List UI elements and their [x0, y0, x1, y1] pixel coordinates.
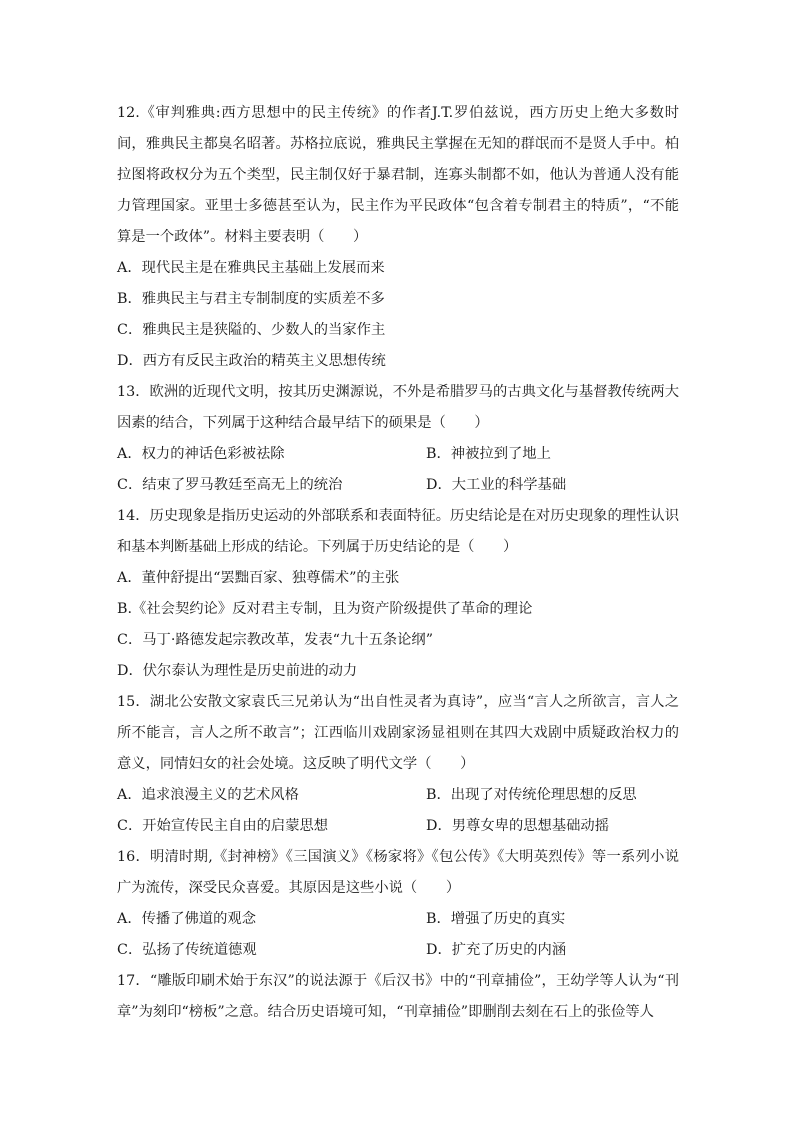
option-row	[117, 904, 679, 935]
question-12	[117, 98, 679, 377]
option-row	[117, 780, 679, 811]
option-b: B.《社会契约论》反对君主专制，且为资产阶级提供了革命的理论	[117, 601, 533, 617]
option-a: A．追求浪漫主义的艺术风格	[117, 787, 299, 803]
question-stem: 14．历史现象是指历史运动的外部联系和表面特征。历史结论是在对历史现象的理性认识和基本判断基础上形成的结论。下列属于历史结论的是（ ）	[117, 508, 679, 555]
option-c: C．马丁·路德发起宗教改革，发表“九十五条论纲”	[117, 632, 434, 648]
option-d: D．大工业的科学基础	[426, 477, 567, 493]
question-stem: 12.《审判雅典:西方思想中的民主传统》的作者J.T.罗伯兹说，西方历史上绝大多数时间，雅典民主都臭名昭著。苏格拉底说，雅典民主掌握在无知的群氓而不是贤人手中。柏拉图将政权分为五个类型，民主制仅好于暴君制，连寡头制都不如，他认为普通人没有能力管理国家。亚里士多德甚至认为，民主作为平民政体“包含着专制君主的特质”，“不能算是一个政体”。材料主要表明（ ）	[117, 105, 679, 245]
option-c: C．结束了罗马教廷至高无上的统治	[117, 477, 343, 493]
option-row	[117, 470, 679, 501]
option-d: D．男尊女卑的思想基础动摇	[426, 818, 610, 834]
option-b: B．神被拉到了地上	[426, 446, 551, 462]
question-stem: 17．“雕版印刷术始于东汉”的说法源于《后汉书》中的“刊章捕俭”，王幼学等人认为“刊章”为刻印“榜板”之意。结合历史语境可知，“刊章捕俭”即删削去刻在石上的张俭等人	[117, 973, 679, 1020]
question-17	[117, 966, 679, 1028]
option-c: C．弘扬了传统道德观	[117, 942, 257, 958]
question-stem: 15．湖北公安散文家袁氏三兄弟认为“出自性灵者为真诗”，应当“言人之所欲言，言人之所不能言，言人之所不敢言”；江西临川戏剧家汤显祖则在其四大戏剧中质疑政治权力的意义，同情妇女的社会处境。这反映了明代文学（ ）	[117, 694, 679, 772]
option-b: B．出现了对传统伦理思想的反思	[426, 787, 637, 803]
option-row	[117, 935, 679, 966]
option-b: B．增强了历史的真实	[426, 911, 566, 927]
option-d: D．扩充了历史的内涵	[426, 942, 567, 958]
option-c: C．开始宣传民主自由的启蒙思想	[117, 818, 329, 834]
exam-page	[117, 98, 679, 1028]
question-stem: 16．明清时期,《封神榜》《三国演义》《杨家将》《包公传》《大明英烈传》等一系列小说广为流传，深受民众喜爱。其原因是这些小说（ ）	[117, 849, 679, 896]
option-d: D．伏尔泰认为理性是历史前进的动力	[117, 663, 358, 679]
question-16	[117, 842, 679, 966]
option-b: B．雅典民主与君主专制制度的实质差不多	[117, 291, 385, 307]
option-row	[117, 439, 679, 470]
question-13	[117, 377, 679, 501]
question-14	[117, 501, 679, 687]
option-a: A．传播了佛道的观念	[117, 911, 256, 927]
option-a: A．董仲舒提出“罢黜百家、独尊儒术”的主张	[117, 570, 400, 586]
option-a: A．权力的神话色彩被祛除	[117, 446, 285, 462]
option-d: D．西方有反民主政治的精英主义思想传统	[117, 353, 386, 369]
option-c: C．雅典民主是狭隘的、少数人的当家作主	[117, 322, 386, 338]
option-row	[117, 811, 679, 842]
question-15	[117, 687, 679, 842]
option-a: A．现代民主是在雅典民主基础上发展而来	[117, 260, 385, 276]
question-stem: 13．欧洲的近现代文明，按其历史渊源说，不外是希腊罗马的古典文化与基督教传统两大因素的结合，下列属于这种结合最早结下的硕果是（ ）	[117, 384, 679, 431]
